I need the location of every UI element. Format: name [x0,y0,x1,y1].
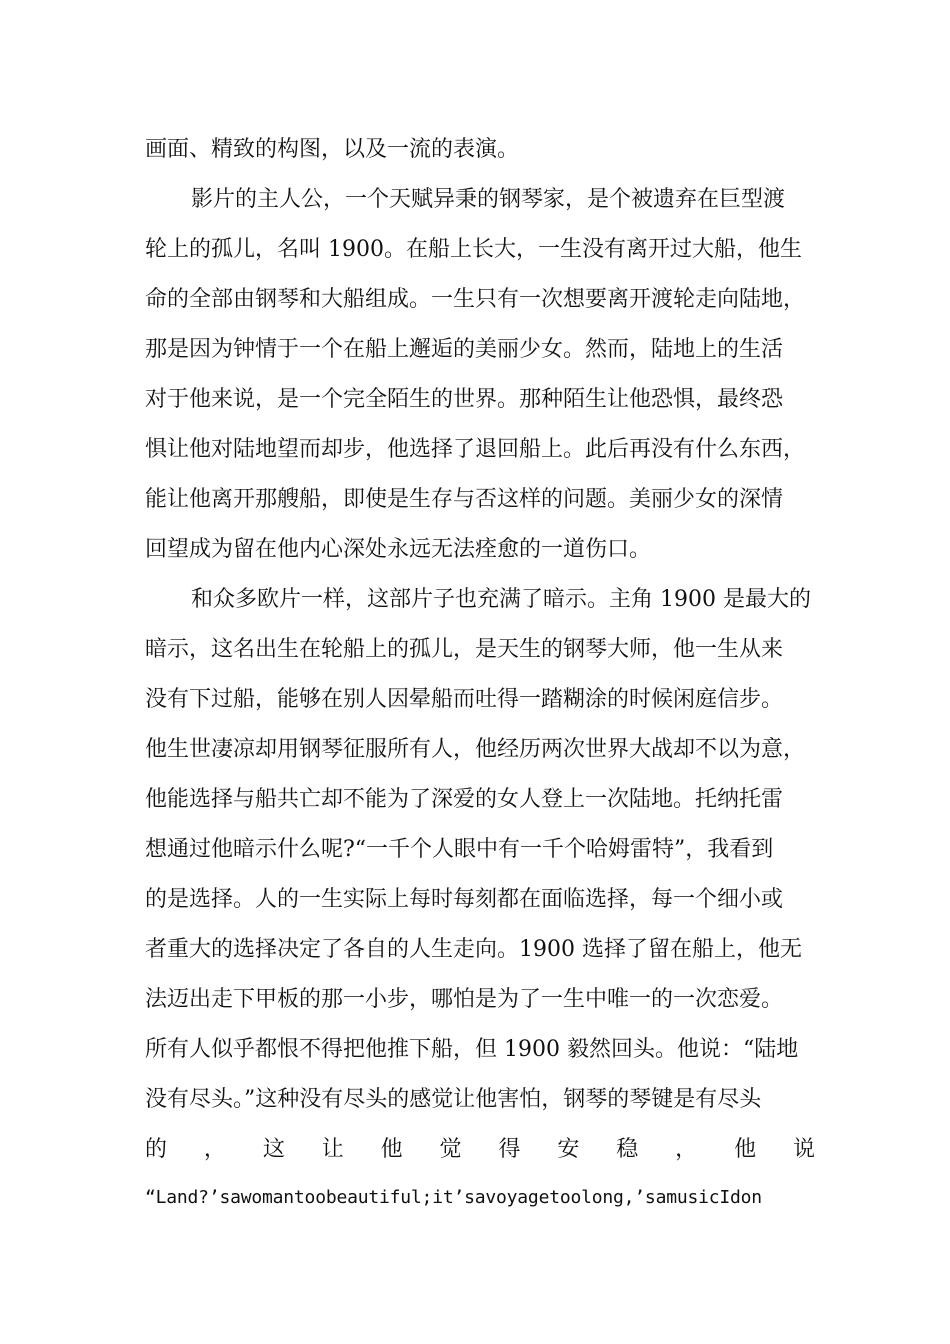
glyph: 的 [145,1137,168,1162]
text-line: 轮上的孤儿，名叫 1900。在船上长大，一生没有离开过大船，他生 [145,237,802,262]
text-line: 画面、精致的构图，以及一流的表演。 [145,137,520,162]
spaced-text-line [145,1132,815,1168]
glyph: 得 [498,1137,521,1162]
glyph: 觉 [439,1137,462,1162]
text-line: 影片的主人公，一个天赋异秉的钢琴家，是个被遗弃在巨型渡 [191,187,786,212]
text-line: 那是因为钟情于一个在船上邂逅的美丽少女。然而，陆地上的生活 [145,337,784,362]
glyph: 说 [792,1137,815,1162]
text-line: 没有下过船，能够在别人因晕船而吐得一踏糊涂的时候闲庭信步。 [145,687,784,712]
text-line: 回望成为留在他内心深处永远无法痊愈的一道伤口。 [145,537,652,562]
text-line: 法迈出走下甲板的那一小步，哪怕是为了一生中唯一的一次恋爱。 [145,987,784,1012]
english-quote-line: “Land?’sawomantoobeautiful;it’savoyagetoolong,’samusicIdon [145,1187,762,1208]
glyph: 他 [380,1137,403,1162]
text-line: 他生世凄凉却用钢琴征服所有人，他经历两次世界大战却不以为意， [145,737,806,762]
text-line: 想通过他暗示什么呢?“一千个人眼中有一千个哈姆雷特”，我看到 [145,837,774,862]
text-line: 所有人似乎都恨不得把他推下船，但 1900 毅然回头。他说：“陆地 [145,1037,799,1062]
text-line: 命的全部由钢琴和大船组成。一生只有一次想要离开渡轮走向陆地， [145,287,806,312]
glyph: 让 [321,1137,344,1162]
text-line: 能让他离开那艘船，即使是生存与否这样的问题。美丽少女的深情 [145,487,784,512]
glyph: ， [675,1137,698,1162]
glyph: 这 [262,1137,285,1162]
text-line: 者重大的选择决定了各自的人生走向。1900 选择了留在船上，他无 [145,937,802,962]
text-line: 对于他来说，是一个完全陌生的世界。那种陌生让他恐惧，最终恐 [145,387,784,412]
text-line: 的是选择。人的一生实际上每时每刻都在面临选择，每一个细小或 [145,887,784,912]
glyph: 他 [734,1137,757,1162]
glyph: ， [203,1137,226,1162]
text-line: 暗示，这名出生在轮船上的孤儿，是天生的钢琴大师，他一生从来 [145,637,784,662]
text-line: 他能选择与船共亡却不能为了深爱的女人登上一次陆地。托纳托雷 [145,787,784,812]
text-line: 和众多欧片一样，这部片子也充满了暗示。主角 1900 是最大的 [191,587,811,612]
glyph: 安 [557,1137,580,1162]
text-line: 惧让他对陆地望而却步，他选择了退回船上。此后再没有什么东西， [145,437,806,462]
text-line: 没有尽头。”这种没有尽头的感觉让他害怕，钢琴的琴键是有尽头 [145,1087,762,1112]
glyph: 稳 [616,1137,639,1162]
